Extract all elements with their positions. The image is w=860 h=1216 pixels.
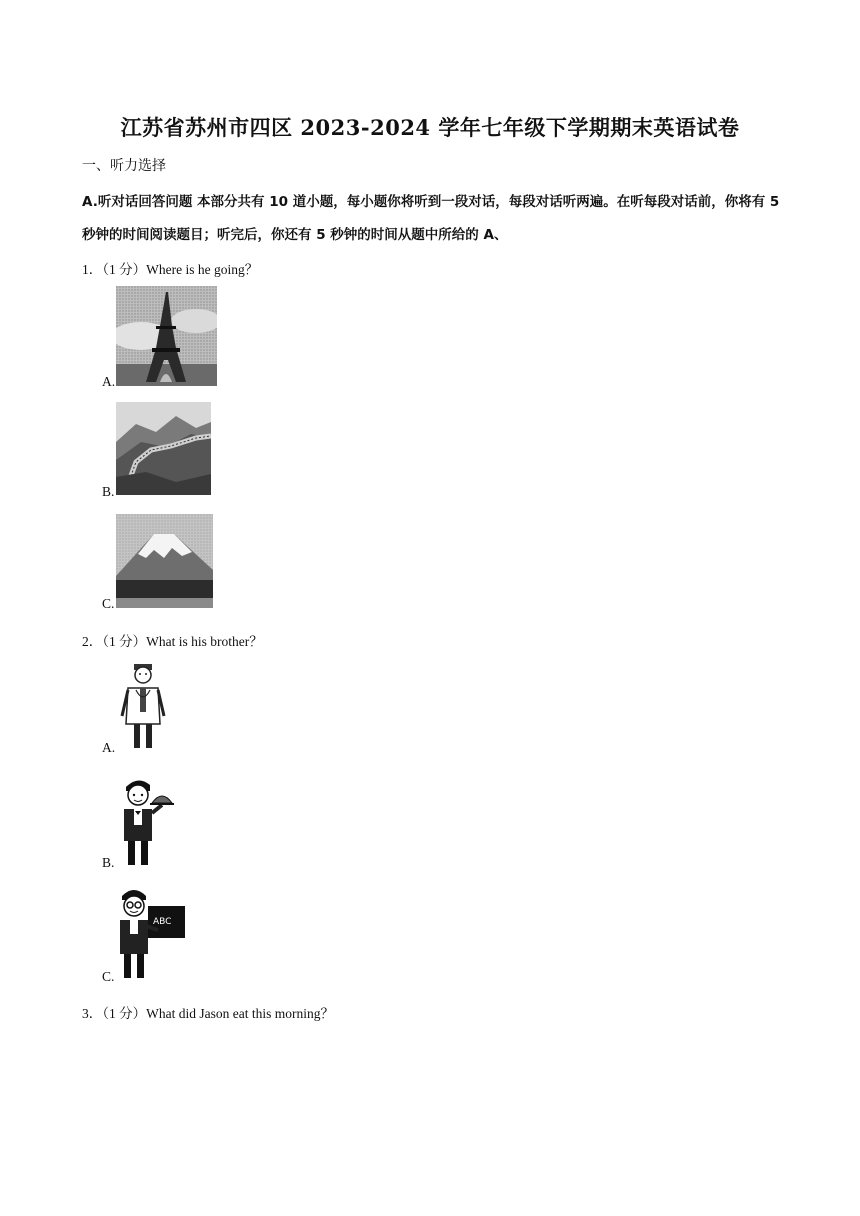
section-instructions: A.听对话回答问题 本部分共有 10 道小题，每小题你将听到一段对话，每段对话听两遍。在听每段对话前，你将有 5 秒钟的时间阅读题目；听完后，你还有 5 秒钟的时间从题中所给的 A、 <box>82 194 780 243</box>
doctor-figure[interactable] <box>118 662 168 752</box>
q1-option-b-label: B. <box>102 484 115 499</box>
question-2: 2．（1 分）What is his brother？ <box>82 634 263 649</box>
q2-option-a-label: A. <box>102 740 116 755</box>
section-heading: 一、听力选择 <box>82 158 166 174</box>
q1-option-c-label: C. <box>102 596 115 611</box>
waiter-figure[interactable] <box>116 775 176 867</box>
great-wall-photo[interactable] <box>116 402 211 495</box>
q2-option-c-label: C. <box>102 969 115 984</box>
blackboard-text: ABC <box>153 917 172 927</box>
q1-option-a-label: A. <box>102 374 116 389</box>
eiffel-tower-photo[interactable] <box>116 286 217 386</box>
exam-title: 江苏省苏州市四区 2023-2024 学年七年级下学期期末英语试卷 <box>120 115 740 140</box>
question-1: 1．（1 分）Where is he going？ <box>82 262 259 277</box>
teacher-figure[interactable] <box>116 886 186 981</box>
question-3: 3．（1 分）What did Jason eat this morning？ <box>82 1006 334 1021</box>
mount-fuji-photo[interactable] <box>116 514 213 608</box>
q2-option-b-label: B. <box>102 855 115 870</box>
